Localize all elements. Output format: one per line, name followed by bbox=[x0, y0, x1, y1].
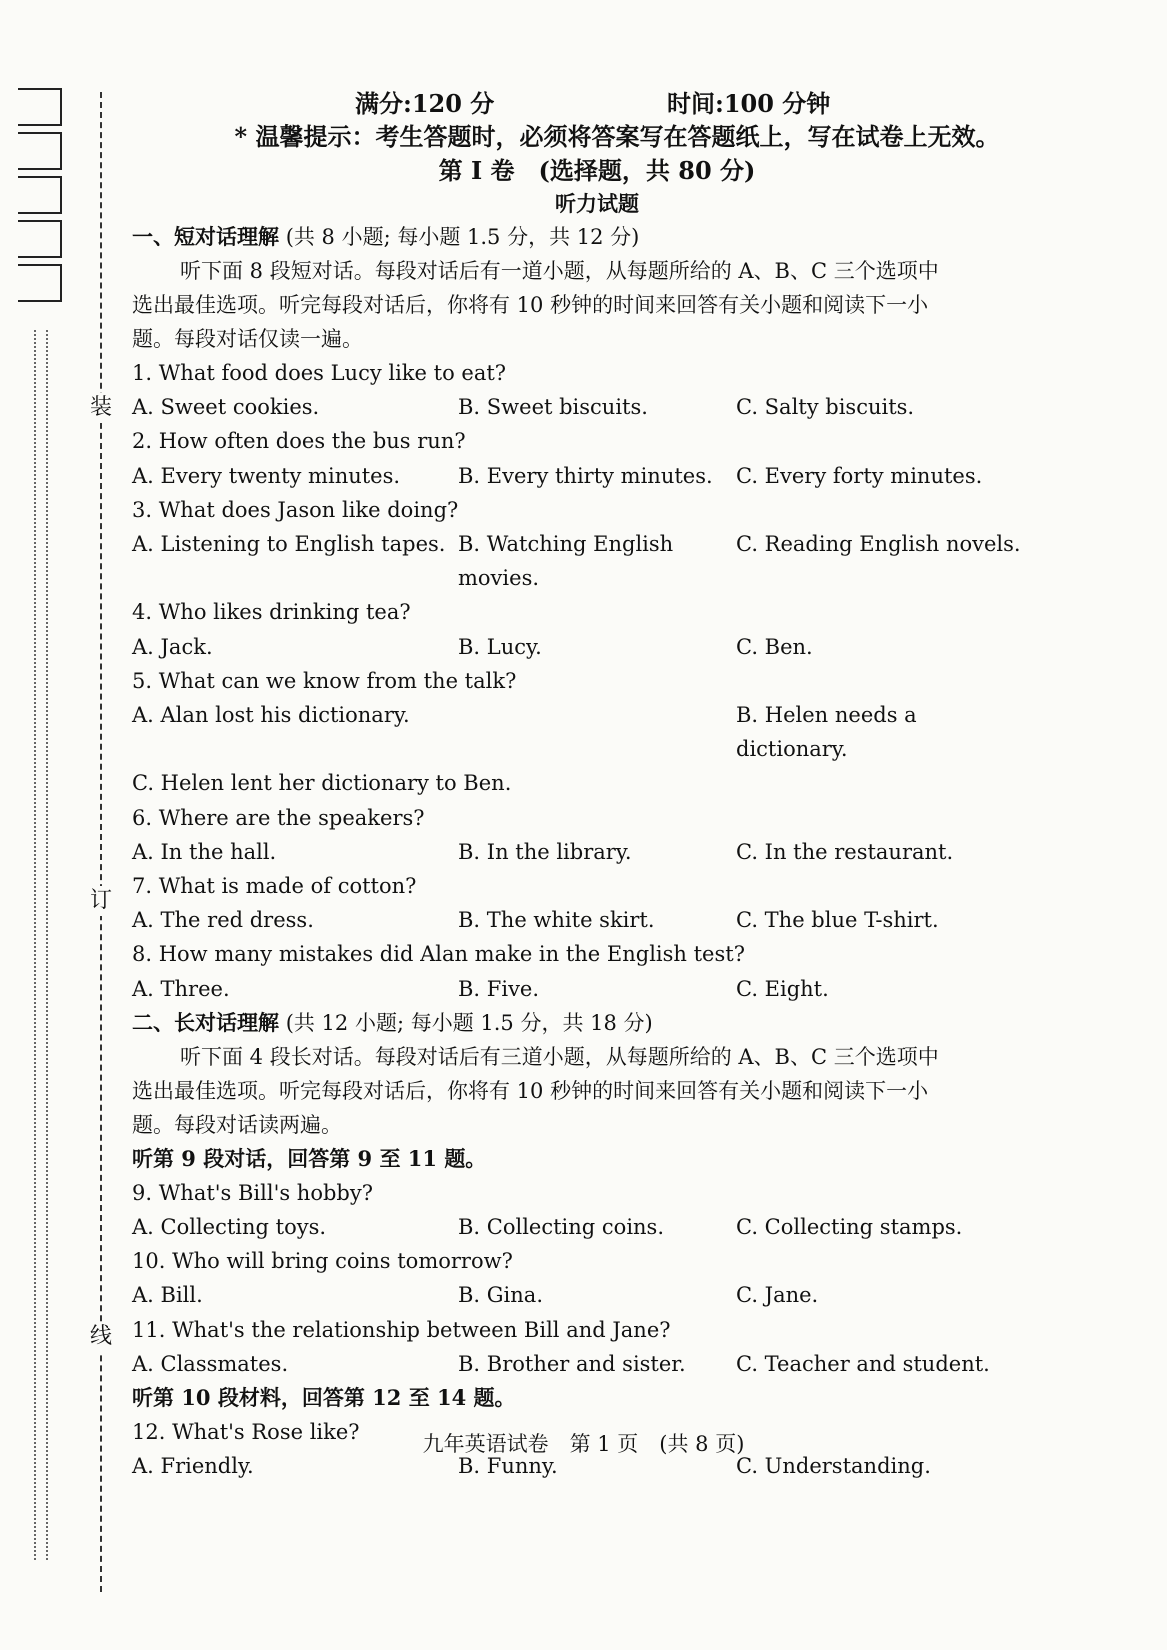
options bbox=[132, 835, 1062, 869]
option-c: C. Eight. bbox=[736, 976, 829, 1001]
option-a: A. Collecting toys. bbox=[132, 1215, 327, 1240]
option-b: B. In the library. bbox=[458, 839, 632, 864]
option-b: B. Lucy. bbox=[458, 634, 542, 659]
options bbox=[132, 390, 1062, 424]
section1-instructions: 题。每段对话仅读一遍。 bbox=[132, 327, 363, 351]
option-a: A. Classmates. bbox=[132, 1351, 289, 1376]
question: 10. Who will bring coins tomorrow? bbox=[132, 1249, 513, 1274]
option-a: A. Listening to English tapes. bbox=[132, 532, 446, 557]
option-c: C. Jane. bbox=[736, 1283, 819, 1308]
option-b: B. Every thirty minutes. bbox=[458, 463, 713, 488]
options bbox=[132, 1347, 1062, 1381]
options bbox=[132, 1278, 1062, 1312]
question: 2. How often does the bus run? bbox=[132, 429, 466, 454]
question: 1. What food does Lucy like to eat? bbox=[132, 361, 507, 385]
section2-title: 二、长对话理解 bbox=[132, 1009, 279, 1035]
option-a: A. Alan lost his dictionary. bbox=[132, 703, 410, 728]
option-c: C. In the restaurant. bbox=[736, 839, 954, 864]
binding-box bbox=[18, 132, 62, 170]
binding-char-ding: 订 bbox=[86, 886, 116, 916]
option-c: C. Salty biscuits. bbox=[736, 395, 915, 420]
binding-box bbox=[18, 264, 62, 302]
option-b: B. Helen needs a dictionary. bbox=[736, 703, 917, 762]
option-b: B. Gina. bbox=[458, 1283, 543, 1308]
option-a: A. Bill. bbox=[132, 1283, 203, 1308]
binding-dash-line bbox=[100, 92, 102, 1592]
section1-score: (共 8 小题; 每小题 1.5 分，共 12 分) bbox=[285, 225, 640, 249]
question: 4. Who likes drinking tea? bbox=[132, 600, 411, 625]
exam-header bbox=[132, 84, 1062, 120]
option-a: A. Friendly. bbox=[132, 1454, 254, 1479]
option-a: A. Every twenty minutes. bbox=[132, 463, 401, 488]
full-score: 满分:120 分 bbox=[355, 89, 495, 118]
section2-instructions: 听下面 4 段长对话。每段对话后有三道小题，从每题所给的 A、B、C 三个选项中 bbox=[180, 1044, 939, 1069]
question: 8. How many mistakes did Alan make in the English test? bbox=[132, 942, 745, 967]
option-a: A. In the hall. bbox=[132, 839, 277, 864]
option-c: C. Helen lent her dictionary to Ben. bbox=[132, 771, 512, 796]
option-b: B. Funny. bbox=[458, 1454, 558, 1479]
section2-heading bbox=[132, 1006, 1062, 1040]
section1-heading bbox=[132, 220, 1062, 254]
question: 11. What's the relationship between Bill and Jane? bbox=[132, 1317, 671, 1342]
option-b: B. The white skirt. bbox=[458, 908, 655, 933]
binding-box bbox=[18, 176, 62, 214]
options bbox=[132, 527, 1062, 595]
binding-char-xian: 线 bbox=[86, 1322, 116, 1352]
question: 7. What is made of cotton? bbox=[132, 874, 417, 899]
options bbox=[132, 630, 1062, 664]
options bbox=[132, 972, 1062, 1006]
section2-instructions: 选出最佳选项。听完每段对话后，你将有 10 秒钟的时间来回答有关小题和阅读下一小 bbox=[132, 1078, 929, 1103]
question: 5. What can we know from the talk? bbox=[132, 668, 517, 693]
option-c: C. Ben. bbox=[736, 634, 813, 659]
question: 12. What's Rose like? bbox=[132, 1420, 360, 1445]
option-a: A. Jack. bbox=[132, 634, 213, 659]
volume-title: 第 I 卷 (选择题，共 80 分) bbox=[438, 156, 756, 185]
section2-score: (共 12 小题; 每小题 1.5 分，共 18 分) bbox=[285, 1010, 653, 1035]
question: 9. What's Bill's hobby? bbox=[132, 1180, 373, 1205]
dialogue9-heading: 听第 9 段对话，回答第 9 至 11 题。 bbox=[132, 1145, 487, 1171]
section1-title: 一、短对话理解 bbox=[132, 224, 279, 249]
option-c: C. Reading English novels. bbox=[736, 532, 1021, 557]
option-b: B. Brother and sister. bbox=[458, 1351, 686, 1376]
option-c: C. Understanding. bbox=[736, 1454, 931, 1479]
binding-dots bbox=[46, 330, 48, 1560]
binding-box bbox=[18, 88, 62, 126]
option-c: C. Teacher and student. bbox=[736, 1351, 990, 1376]
binding-char-zhuang: 装 bbox=[86, 393, 116, 423]
options bbox=[132, 698, 1062, 766]
options bbox=[132, 459, 1062, 493]
option-c: C. The blue T-shirt. bbox=[736, 908, 939, 933]
option-b: B. Sweet biscuits. bbox=[458, 395, 648, 420]
options bbox=[132, 903, 1062, 937]
exam-time: 时间:100 分钟 bbox=[667, 89, 831, 118]
option-a: A. Three. bbox=[132, 976, 230, 1001]
question: 6. Where are the speakers? bbox=[132, 805, 425, 830]
binding-box bbox=[18, 220, 62, 258]
option-a: A. The red dress. bbox=[132, 908, 314, 933]
option-c: C. Every forty minutes. bbox=[736, 463, 983, 488]
options bbox=[132, 1210, 1062, 1244]
notice: * 温馨提示：考生答题时，必须将答案写在答题纸上，写在试卷上无效。 bbox=[234, 122, 1000, 151]
option-b: B. Five. bbox=[458, 976, 540, 1001]
section2-instructions: 题。每段对话读两遍。 bbox=[132, 1112, 342, 1137]
option-c: C. Collecting stamps. bbox=[736, 1215, 963, 1240]
listening-title: 听力试题 bbox=[555, 191, 639, 216]
binding-boxes bbox=[18, 88, 62, 308]
option-b: B. Watching English movies. bbox=[458, 532, 674, 591]
exam-content bbox=[132, 84, 1062, 1483]
page-footer: 九年英语试卷 第 1 页 (共 8 页) bbox=[422, 1432, 745, 1456]
binding-dots bbox=[34, 330, 36, 1560]
question: 3. What does Jason like doing? bbox=[132, 497, 459, 522]
option-a: A. Sweet cookies. bbox=[132, 395, 320, 420]
section1-instructions: 选出最佳选项。听完每段对话后，你将有 10 秒钟的时间来回答有关小题和阅读下一小 bbox=[132, 293, 929, 317]
section1-instructions: 听下面 8 段短对话。每段对话后有一道小题，从每题所给的 A、B、C 三个选项中 bbox=[180, 259, 939, 283]
dialogue10-heading: 听第 10 段材料，回答第 12 至 14 题。 bbox=[132, 1385, 516, 1411]
option-b: B. Collecting coins. bbox=[458, 1215, 665, 1240]
